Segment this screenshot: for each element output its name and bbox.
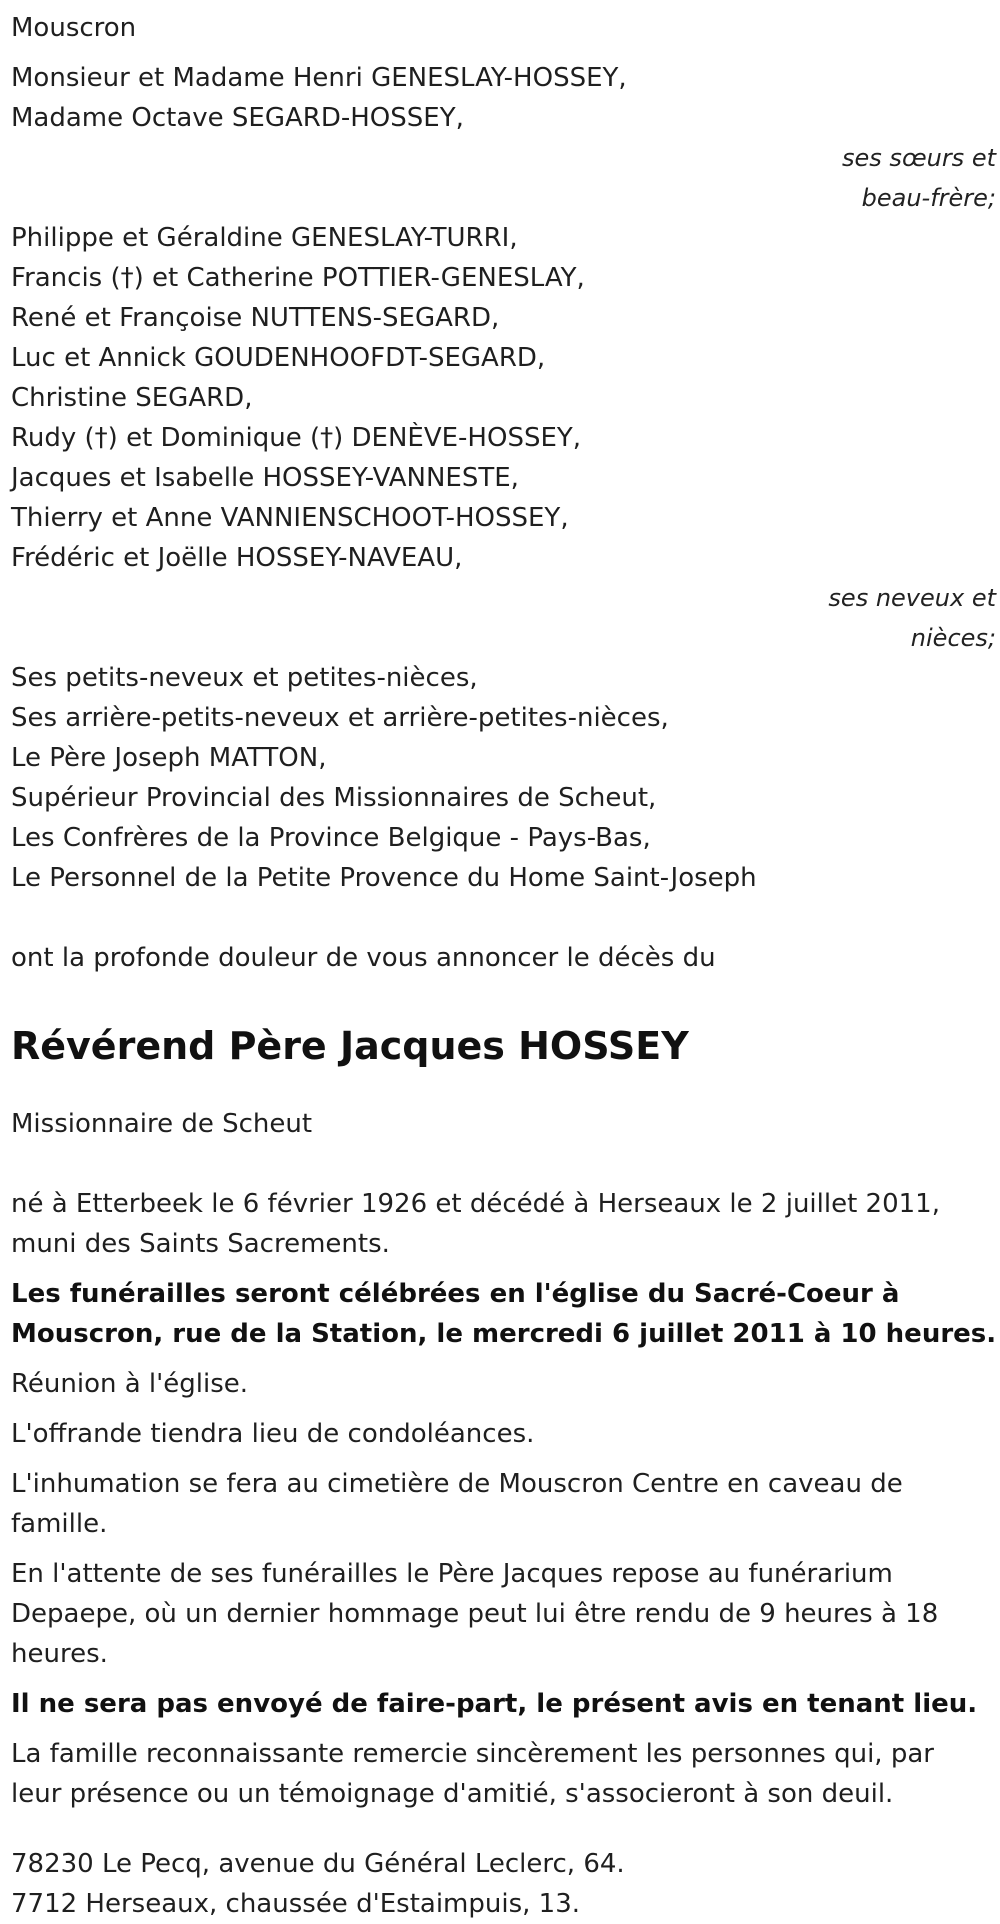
family-line: Le Père Joseph MATTON, bbox=[11, 743, 327, 773]
info-line: La famille reconnaissante remercie sincèrement les personnes qui, par bbox=[11, 1739, 934, 1769]
info-line: famille. bbox=[11, 1509, 108, 1539]
family-line: Madame Octave SEGARD-HOSSEY, bbox=[11, 103, 464, 133]
family-line: Luc et Annick GOUDENHOOFDT-SEGARD, bbox=[11, 343, 546, 373]
info-line: heures. bbox=[11, 1639, 108, 1669]
address-line: 78230 Le Pecq, avenue du Général Leclerc, 64. bbox=[11, 1849, 625, 1879]
info-line: L'inhumation se fera au cimetière de Mouscron Centre en caveau de bbox=[11, 1469, 903, 1499]
family-line: Francis (†) et Catherine POTTIER-GENESLAY, bbox=[11, 263, 585, 293]
funerarium-info bbox=[11, 1554, 996, 1674]
family-group-nephews bbox=[11, 218, 996, 578]
relation-sisters bbox=[11, 138, 996, 218]
info-line: Mouscron, rue de la Station, le mercredi 6 juillet 2011 à 10 heures. bbox=[11, 1319, 997, 1349]
obituary-body bbox=[11, 8, 996, 1924]
family-group-others bbox=[11, 658, 996, 898]
relation-line: beau-frère; bbox=[861, 184, 996, 212]
inhumation-info bbox=[11, 1464, 996, 1544]
info-line: leur présence ou un témoignage d'amitié, s'associeront à son deuil. bbox=[11, 1779, 894, 1809]
address-line: 7712 Herseaux, chaussée d'Estaimpuis, 13. bbox=[11, 1889, 581, 1919]
deceased-title: Missionnaire de Scheut bbox=[11, 1109, 313, 1139]
family-line: Philippe et Géraldine GENESLAY-TURRI, bbox=[11, 223, 518, 253]
announcement-text: ont la profonde douleur de vous annoncer le décès du bbox=[11, 943, 716, 973]
family-line: Ses petits-neveux et petites-nièces, bbox=[11, 663, 478, 693]
thanks-info bbox=[11, 1734, 996, 1814]
family-line: Jacques et Isabelle HOSSEY-VANNESTE, bbox=[11, 463, 519, 493]
info-line: Réunion à l'église. bbox=[11, 1369, 249, 1399]
offrande-info bbox=[11, 1414, 996, 1454]
family-line: Frédéric et Joëlle HOSSEY-NAVEAU, bbox=[11, 543, 463, 573]
reunion-info bbox=[11, 1364, 996, 1404]
family-line: Le Personnel de la Petite Provence du Home Saint-Joseph bbox=[11, 863, 757, 893]
family-line: Supérieur Provincial des Missionnaires de Scheut, bbox=[11, 783, 657, 813]
family-line: Les Confrères de la Province Belgique - Pays-Bas, bbox=[11, 823, 651, 853]
family-line: Rudy (†) et Dominique (†) DENÈVE-HOSSEY, bbox=[11, 423, 582, 453]
info-line: En l'attente de ses funérailles le Père Jacques repose au funérarium bbox=[11, 1559, 893, 1589]
family-line: Christine SEGARD, bbox=[11, 383, 253, 413]
funeral-info bbox=[11, 1274, 996, 1354]
info-line: né à Etterbeek le 6 février 1926 et décédé à Herseaux le 2 juillet 2011, bbox=[11, 1189, 940, 1219]
no-faire-part-notice bbox=[11, 1684, 996, 1724]
info-line: muni des Saints Sacrements. bbox=[11, 1229, 390, 1259]
info-line: Les funérailles seront célébrées en l'église du Sacré-Coeur à bbox=[11, 1279, 900, 1309]
relation-line: ses neveux et bbox=[828, 584, 996, 612]
info-line: Il ne sera pas envoyé de faire-part, le présent avis en tenant lieu. bbox=[11, 1689, 978, 1719]
info-line: Depaepe, où un dernier hommage peut lui être rendu de 9 heures à 18 bbox=[11, 1599, 939, 1629]
info-line: L'offrande tiendra lieu de condoléances. bbox=[11, 1419, 535, 1449]
family-line: Monsieur et Madame Henri GENESLAY-HOSSEY, bbox=[11, 63, 627, 93]
family-line: Ses arrière-petits-neveux et arrière-petites-nièces, bbox=[11, 703, 669, 733]
city-heading: Mouscron bbox=[11, 13, 137, 43]
addresses bbox=[11, 1844, 996, 1924]
relation-line: ses sœurs et bbox=[842, 144, 996, 172]
birth-death-info bbox=[11, 1184, 996, 1264]
family-group-sisters bbox=[11, 58, 996, 138]
family-line: Thierry et Anne VANNIENSCHOOT-HOSSEY, bbox=[11, 503, 569, 533]
family-line: René et Françoise NUTTENS-SEGARD, bbox=[11, 303, 500, 333]
relation-nephews bbox=[11, 578, 996, 658]
relation-line: nièces; bbox=[910, 624, 996, 652]
deceased-name: Révérend Père Jacques HOSSEY bbox=[11, 1024, 689, 1068]
